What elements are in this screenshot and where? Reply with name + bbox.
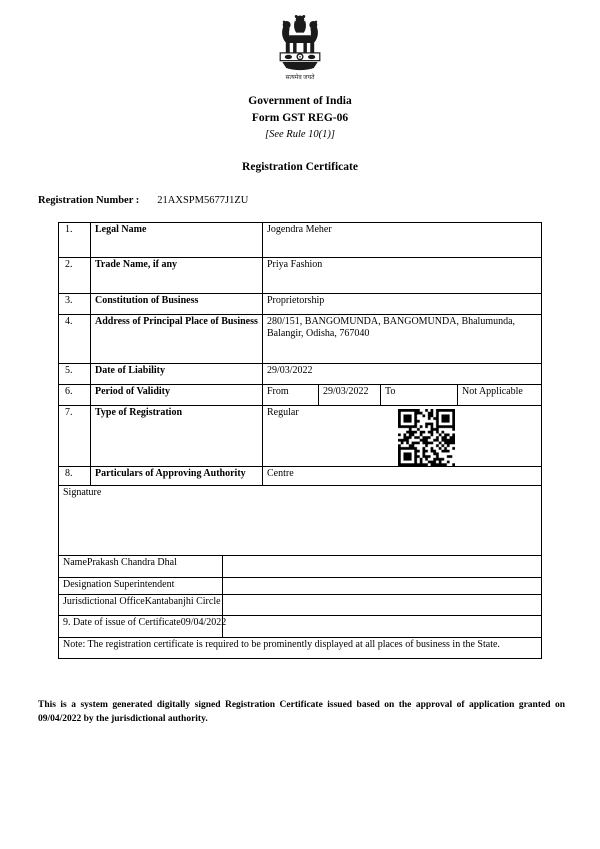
designation-cell: Designation Superintendent [59,578,223,595]
rule-reference: [See Rule 10(1)] [265,129,335,140]
empty-cell [223,616,541,638]
footer-statement: This is a system generated digitally signed Registration Certificate issued based on the approval of application granted on 09/04/2022 by the jurisdictional authority. [38,700,565,724]
table-row-address [59,315,541,364]
table-row-signature [59,486,541,556]
date-of-issue-cell: 9. Date of issue of Certificate09/04/2022 [59,616,223,638]
approver-name-cell: NamePrakash Chandra Dhal [59,556,223,578]
row-label: Address of Principal Place of Business [91,315,263,364]
row-value: Proprietorship [263,294,541,315]
qr-code [398,409,455,466]
table-row-name [59,556,541,578]
certificate-title: Registration Certificate [242,161,358,173]
table-row-period-of-validity [59,385,541,406]
row-label: Particulars of Approving Authority [91,467,263,486]
empty-cell [223,578,541,595]
table-row-date-of-liability [59,364,541,385]
note-cell: Note: The registration certificate is required to be prominently displayed at all places of business in the State. [63,639,500,650]
row-value: Centre [263,467,541,486]
table-row-approving-authority [59,467,541,486]
row-label: Trade Name, if any [91,258,263,294]
row-value: 280/151, BANGOMUNDA, BANGOMUNDA, Bhalumunda, Balangir, Odisha, 767040 [263,315,541,364]
table-row-date-of-issue [59,616,541,638]
table-row-note [59,638,541,658]
row-value: Jogendra Meher [263,223,541,258]
table-row-constitution [59,294,541,315]
table-row-trade-name [59,258,541,294]
table-row-jurisdictional-office [59,595,541,616]
row-value: 29/03/2022 [263,364,541,385]
emblem-motto: सत्यमेव जयते [285,75,315,81]
row-number: 8. [59,467,91,486]
row-number: 4. [59,315,91,364]
row-number: 2. [59,258,91,294]
validity-to-value: Not Applicable [458,385,541,406]
certificate-header [0,0,600,173]
row-label: Type of Registration [91,406,263,467]
validity-to-label: To [381,385,458,406]
table-row-designation [59,578,541,595]
table-row-legal-name [59,223,541,258]
form-title: Form GST REG-06 [251,112,349,124]
row-value [263,406,541,467]
row-label: Legal Name [91,223,263,258]
signature-cell: Signature [59,486,541,556]
table-row-type-of-registration [59,406,541,467]
row-value: Priya Fashion [263,258,541,294]
jurisdictional-office-cell: Jurisdictional OfficeKantabanjhi Circle [59,595,223,616]
row-label: Constitution of Business [91,294,263,315]
ashoka-emblem-icon [0,12,600,74]
certificate-table [58,222,542,659]
row-label: Date of Liability [91,364,263,385]
registration-number-label: Registration Number : [38,195,140,206]
row-number: 7. [59,406,91,467]
row-number: 1. [59,223,91,258]
row-number: 5. [59,364,91,385]
row-number: 3. [59,294,91,315]
registration-number-line [38,195,600,206]
row-number: 6. [59,385,91,406]
registration-type-value: Regular [267,407,299,418]
row-label: Period of Validity [91,385,263,406]
empty-cell [223,595,541,616]
validity-from-label: From [263,385,319,406]
empty-cell [223,556,541,578]
validity-from-value: 29/03/2022 [319,385,381,406]
government-title: Government of India [248,95,352,107]
registration-number-value: 21AXSPM5677J1ZU [157,195,249,206]
